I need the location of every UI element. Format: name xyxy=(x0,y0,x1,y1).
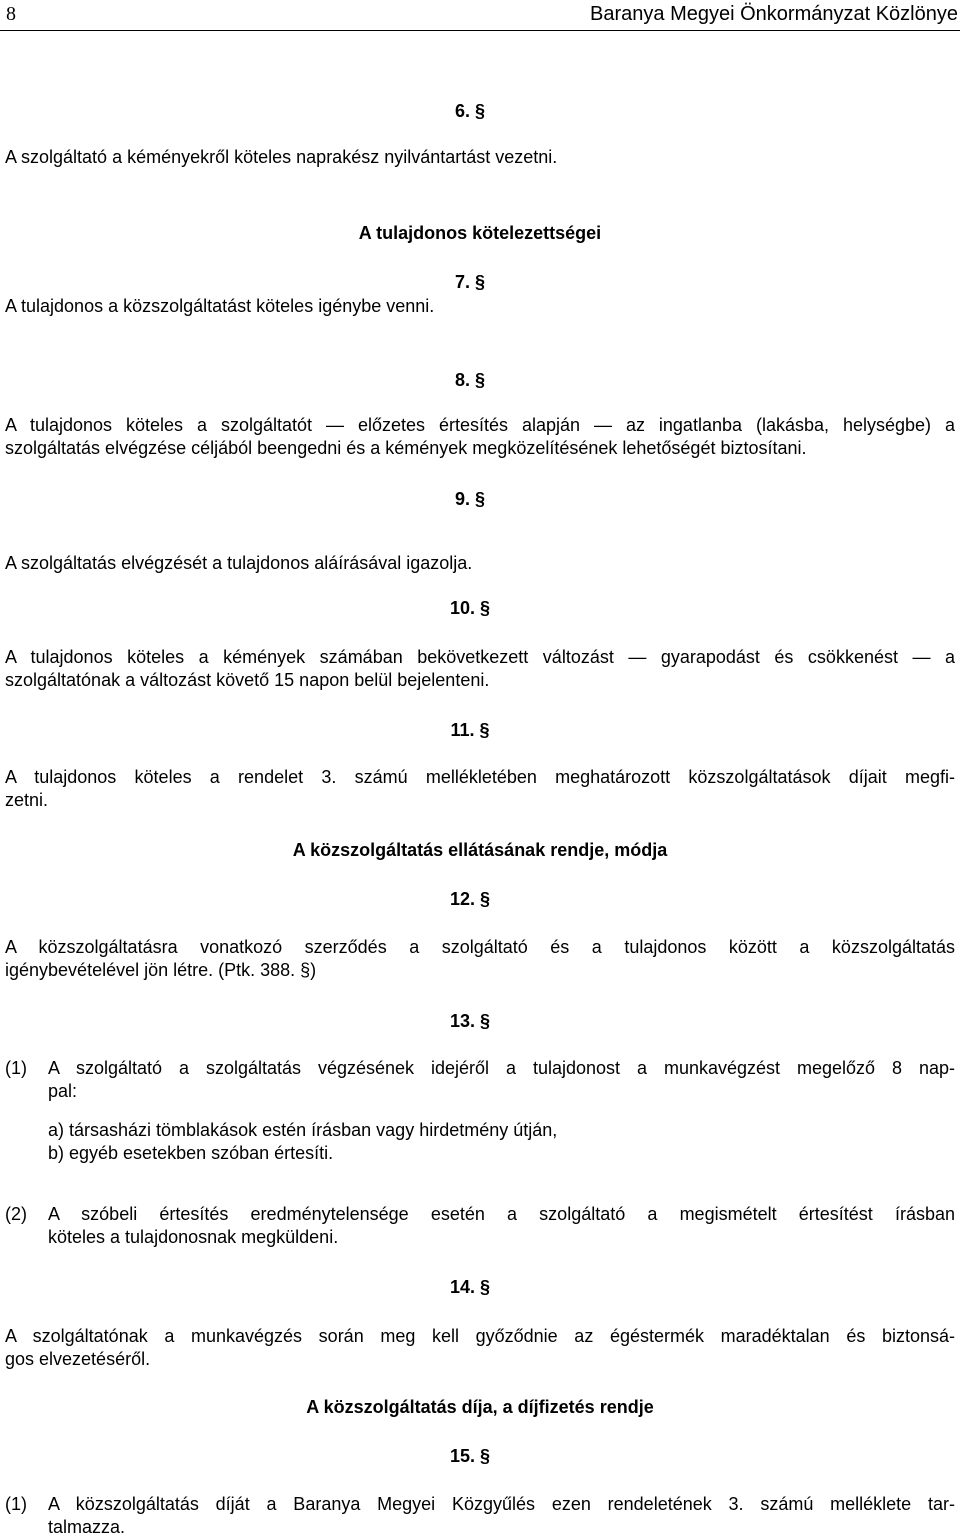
section-12-line-1: A közszolgáltatásra vonatkozó szerződés a szolgáltató és a tulajdonos között a közszolgáltatás xyxy=(5,937,955,957)
section-9-label: 9. § xyxy=(454,489,486,509)
section-8-line-2: szolgáltatás elvégzése céljából beengedni és a kémények megközelítésének lehetőségét biztosítani. xyxy=(5,438,807,458)
para-text xyxy=(48,1493,955,1539)
section-14-text xyxy=(5,1325,955,1371)
section-14-line-2: gos elvezetéséről. xyxy=(5,1349,151,1369)
section-6-label: 6. § xyxy=(454,101,486,121)
section-13-item-a: a) társasházi tömblakások estén írásban vagy hirdetmény útján, xyxy=(48,1120,558,1140)
para-line-1: A szolgáltató a szolgáltatás végzésének idejéről a tulajdonost a munkavégzést megelőző 8 nap- xyxy=(48,1058,955,1078)
section-14-label: 14. § xyxy=(449,1277,491,1297)
section-13-label: 13. § xyxy=(449,1011,491,1031)
section-12-text xyxy=(5,936,955,982)
section-8-line-1: A tulajdonos köteles a szolgáltatót ― előzetes értesítés alapján ― az ingatlanba (lakásba, helységbe) a xyxy=(5,415,955,435)
page-number: 8 xyxy=(6,3,16,25)
section-8-text xyxy=(5,414,955,460)
section-10-line-2: szolgáltatónak a változást követő 15 napon belül bejelenteni. xyxy=(5,670,490,690)
section-13-para-1 xyxy=(5,1057,955,1103)
section-15-para-1 xyxy=(5,1493,955,1539)
section-7-label: 7. § xyxy=(454,272,486,292)
section-7-text: A tulajdonos a közszolgáltatást köteles igénybe venni. xyxy=(5,296,435,316)
section-15-label: 15. § xyxy=(449,1446,491,1466)
section-11-line-1: A tulajdonos köteles a rendelet 3. számú mellékletében meghatározott közszolgáltatások díjait megfi- xyxy=(5,767,955,787)
section-11-line-2: zetni. xyxy=(5,790,49,810)
section-12-label: 12. § xyxy=(449,889,491,909)
section-10-label: 10. § xyxy=(449,598,491,618)
section-8-label: 8. § xyxy=(454,370,486,390)
para-line-1: A szóbeli értesítés eredménytelensége esetén a szolgáltató a megismételt értesítést írásban xyxy=(48,1204,955,1224)
heading-service-order: A közszolgáltatás ellátásának rendje, módja xyxy=(292,840,668,860)
para-number: (1) xyxy=(5,1058,27,1078)
para-number: (2) xyxy=(5,1204,27,1224)
heading-owner-obligations: A tulajdonos kötelezettségei xyxy=(358,223,602,243)
publication-title: Baranya Megyei Önkormányzat Közlönye xyxy=(590,3,958,25)
section-10-line-1: A tulajdonos köteles a kémények számában bekövetkezett változást ― gyarapodást és csökkenést ― a xyxy=(5,647,955,667)
para-text xyxy=(48,1057,955,1103)
section-14-line-1: A szolgáltatónak a munkavégzés során meg kell győződnie az égéstermék maradéktalan és biztonsá- xyxy=(5,1326,955,1346)
section-6-text: A szolgáltató a kéményekről köteles naprakész nyilvántartást vezetni. xyxy=(5,147,558,167)
section-13-para-2 xyxy=(5,1203,955,1249)
heading-fee: A közszolgáltatás díja, a díjfizetés rendje xyxy=(306,1397,654,1417)
section-11-text xyxy=(5,766,955,812)
para-text xyxy=(48,1203,955,1249)
para-line-2: köteles a tulajdonosnak megküldeni. xyxy=(48,1227,339,1247)
para-number: (1) xyxy=(5,1494,27,1514)
section-12-line-2: igénybevételével jön létre. (Ptk. 388. §) xyxy=(5,960,317,980)
para-line-2: pal: xyxy=(48,1081,78,1101)
section-11-label: 11. § xyxy=(450,720,490,740)
para-line-2: talmazza. xyxy=(48,1517,126,1537)
page-header xyxy=(0,0,960,31)
para-line-1: A közszolgáltatás díját a Baranya Megyei Közgyűlés ezen rendeletének 3. számú melléklete tar- xyxy=(48,1494,955,1514)
section-9-text: A szolgáltatás elvégzését a tulajdonos aláírásával igazolja. xyxy=(5,553,473,573)
section-10-text xyxy=(5,646,955,692)
section-13-item-b: b) egyéb esetekben szóban értesíti. xyxy=(48,1143,334,1163)
